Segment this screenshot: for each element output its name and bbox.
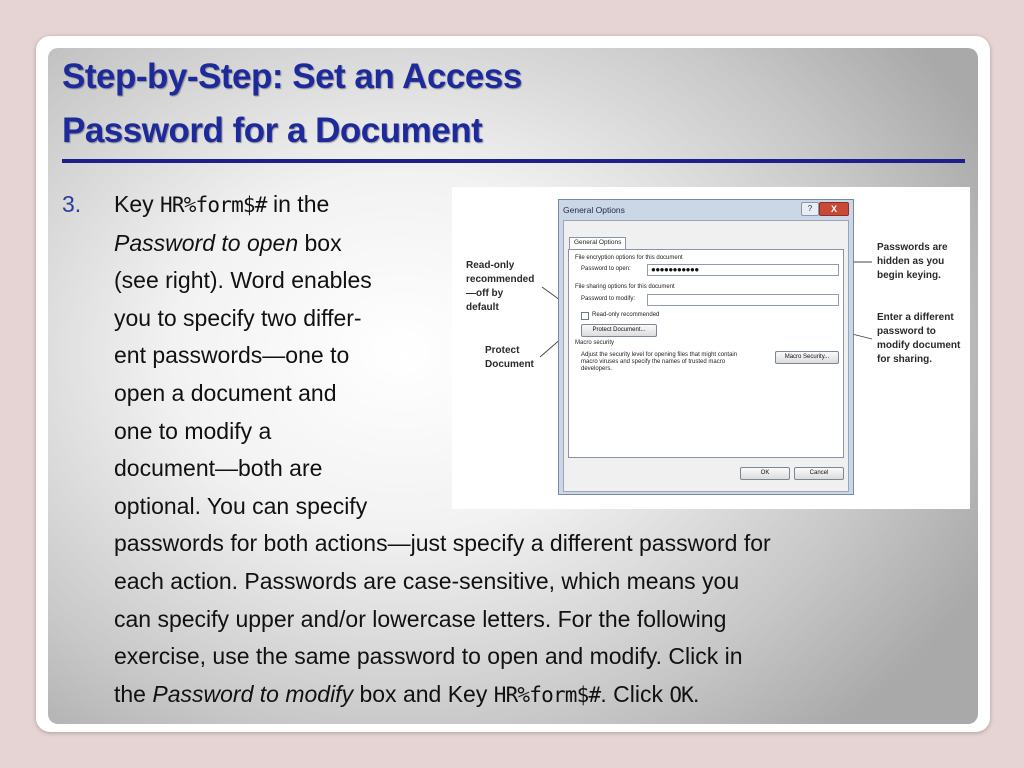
- password-to-modify-label: Password to modify:: [581, 296, 636, 302]
- body-line-14: [114, 676, 976, 715]
- body-text-segment: box: [298, 229, 342, 256]
- callout-readonly: [466, 259, 534, 315]
- ok-code: OK: [669, 682, 694, 707]
- password-to-modify-field[interactable]: [647, 294, 839, 306]
- callout-text: —off by: [466, 288, 504, 299]
- callout-text: for sharing.: [877, 354, 933, 365]
- title-line-1: Step-by-Step: Set an Access: [62, 57, 522, 96]
- callout-text: Protect: [485, 345, 520, 356]
- dialog-title: General Options: [563, 205, 625, 215]
- callout-text: default: [466, 302, 499, 313]
- body-line-10: passwords for both actions—just specify a different password for: [114, 530, 771, 557]
- title-line-2: Password for a Document: [62, 111, 483, 150]
- body-line-9: optional. You can specify: [114, 492, 368, 519]
- callout-text: Read-only: [466, 260, 515, 271]
- help-icon[interactable]: ?: [801, 202, 819, 216]
- callout-text: Document: [485, 359, 534, 370]
- callout-text: modify document: [877, 340, 961, 351]
- password-to-open-value: ●●●●●●●●●●●: [651, 265, 699, 274]
- ok-button[interactable]: OK: [740, 467, 790, 480]
- body-line-11: each action. Passwords are case-sensitive, which means you: [114, 567, 740, 594]
- body-line-3: (see right). Word enables: [114, 267, 372, 294]
- macro-description-line: Adjust the security level for opening files that might contain: [581, 352, 738, 358]
- callout-text: recommended: [466, 274, 535, 285]
- slide-title: [62, 50, 522, 158]
- callout-passwords-hidden: [877, 241, 948, 283]
- cancel-button[interactable]: Cancel: [794, 467, 844, 480]
- callout-text: Enter a different: [877, 312, 954, 323]
- password-to-open-field[interactable]: [647, 264, 839, 276]
- body-text-segment: .: [693, 680, 700, 707]
- callout-text: Passwords are: [877, 242, 948, 253]
- macro-security-section-label: Macro security: [575, 340, 615, 346]
- password-code: HR%form$#: [160, 193, 267, 217]
- callout-text: hidden as you: [877, 256, 945, 267]
- sharing-section-label: File sharing options for this document: [575, 284, 675, 290]
- callout-protect: [485, 344, 534, 372]
- protect-document-button[interactable]: Protect Document...: [581, 324, 657, 337]
- step-number: 3.: [62, 191, 82, 217]
- body-text-segment: the: [114, 680, 153, 707]
- tab-general-options[interactable]: General Options: [569, 237, 626, 251]
- password-to-modify-term: Password to modify: [152, 680, 354, 707]
- body-text-segment: Key: [114, 191, 161, 217]
- dialog-screenshot-figure: [452, 187, 970, 509]
- callout-text: password to: [877, 326, 936, 337]
- title-divider: [62, 159, 965, 163]
- password-code: HR%form$#: [493, 682, 601, 707]
- password-to-open-term: Password to open: [114, 229, 299, 256]
- body-line-7: one to modify a: [114, 417, 272, 444]
- body-line-5: ent passwords—one to: [114, 342, 350, 369]
- close-icon[interactable]: X: [819, 202, 849, 216]
- general-options-dialog: [558, 199, 854, 495]
- body-line-13: exercise, use the same password to open and modify. Click in: [114, 643, 743, 670]
- body-text-segment: . Click: [600, 680, 670, 707]
- encryption-section-label: File encryption options for this document: [575, 255, 683, 261]
- body-line-8: document—both are: [114, 455, 323, 482]
- macro-security-button[interactable]: Macro Security...: [775, 351, 839, 364]
- general-options-panel: [568, 249, 844, 458]
- macro-description-line: macro viruses and specify the names of trusted macro: [581, 359, 726, 365]
- body-line-4: you to specify two differ-: [114, 304, 362, 331]
- macro-description-line: developers.: [581, 366, 613, 372]
- body-text-segment: box and Key: [353, 680, 494, 707]
- dialog-body: [563, 220, 849, 492]
- read-only-recommended-label: Read-only recommended: [592, 312, 660, 318]
- password-to-open-label: Password to open:: [581, 266, 631, 272]
- body-line-12: can specify upper and/or lowercase letters. For the following: [114, 605, 727, 632]
- callout-text: begin keying.: [877, 270, 941, 281]
- read-only-recommended-checkbox[interactable]: [581, 312, 589, 320]
- body-line-6: open a document and: [114, 379, 337, 406]
- body-text-segment: in the: [266, 191, 330, 217]
- callout-different-password: [877, 311, 960, 367]
